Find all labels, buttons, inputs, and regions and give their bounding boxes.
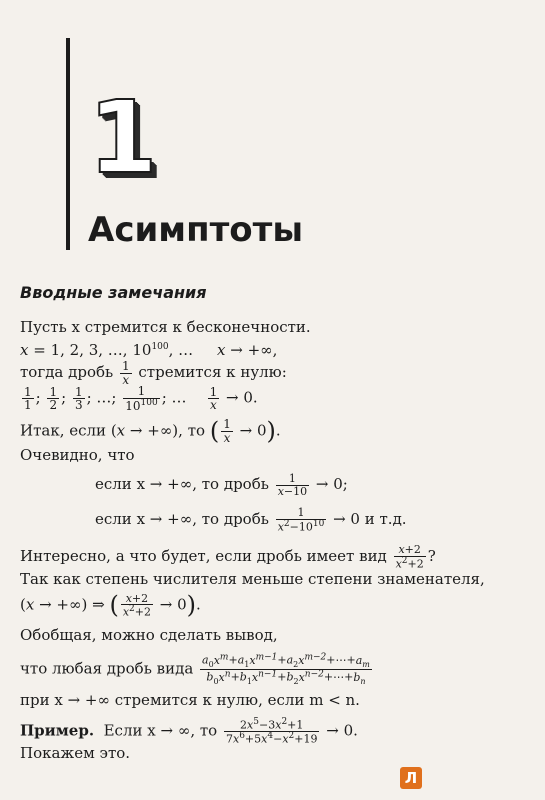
line-1: Пусть x стремится к бесконечности. — [20, 318, 311, 336]
line-9: Интересно, а что будет, если дробь имеет вид $\frac{x+2}{x^2+2}$ ? — [20, 543, 436, 571]
chapter-title: Асимптоты — [88, 210, 304, 250]
bleed-through-text — [360, 30, 365, 43]
line-6: Очевидно, что — [20, 446, 135, 464]
line-4-fractions: $\frac{1}{1}$ ; $\frac{1}{2}$ ; $\frac{1}{3}$ ; …; $\frac{1}{10^{100}}$ ; … $\frac{1}{x}$ → 0. — [24, 384, 258, 413]
chapter-number: 1 — [88, 79, 158, 196]
line-14: при x → +∞ стремится к нулю, если m < n. — [20, 691, 360, 709]
line-7: если x → +∞, то дробь $\frac{1}{x-10}$ → 0; — [95, 472, 348, 498]
section-heading: Вводные замечания — [20, 283, 207, 302]
line-3: тогда дробь $\frac{1}{x}$ стремится к нулю: — [20, 359, 287, 387]
line-13: что любая дробь вида $\frac{a_0x^m+a_1x^{m-1}+a_2x^{m-2}+\cdots+a_m}{b_0x^n+b_1x^{n-1}+b_2x^{n-2}+\cdots+b_n}$ — [20, 652, 370, 687]
line-11: (x → +∞) ⇒ ( $\frac{x+2}{x^2+2}$ → 0). — [20, 591, 201, 619]
publisher-logo: Л — [400, 767, 422, 789]
line-12: Обобщая, можно сделать вывод, — [20, 626, 278, 644]
example-line: Пример. Если x → ∞, то $\frac{2x^5-3x^2+1}{7x^6+5x^4-x^2+19}$ → 0. — [20, 717, 358, 746]
chapter-rule — [66, 38, 70, 250]
line-10: Так как степень числителя меньше степени знаменателя, — [20, 570, 485, 588]
line-2-sequence: x = 1, 2, 3, …, $10^{100}$, … x → +∞, — [20, 341, 278, 359]
line-8: если x → +∞, то дробь $\frac{1}{x^2-10^{10}}$ → 0 и т.д. — [95, 506, 407, 534]
line-16: Покажем это. — [20, 744, 131, 762]
line-5: Итак, если (x → +∞), то ( $\frac{1}{x}$ → 0). — [20, 417, 281, 445]
